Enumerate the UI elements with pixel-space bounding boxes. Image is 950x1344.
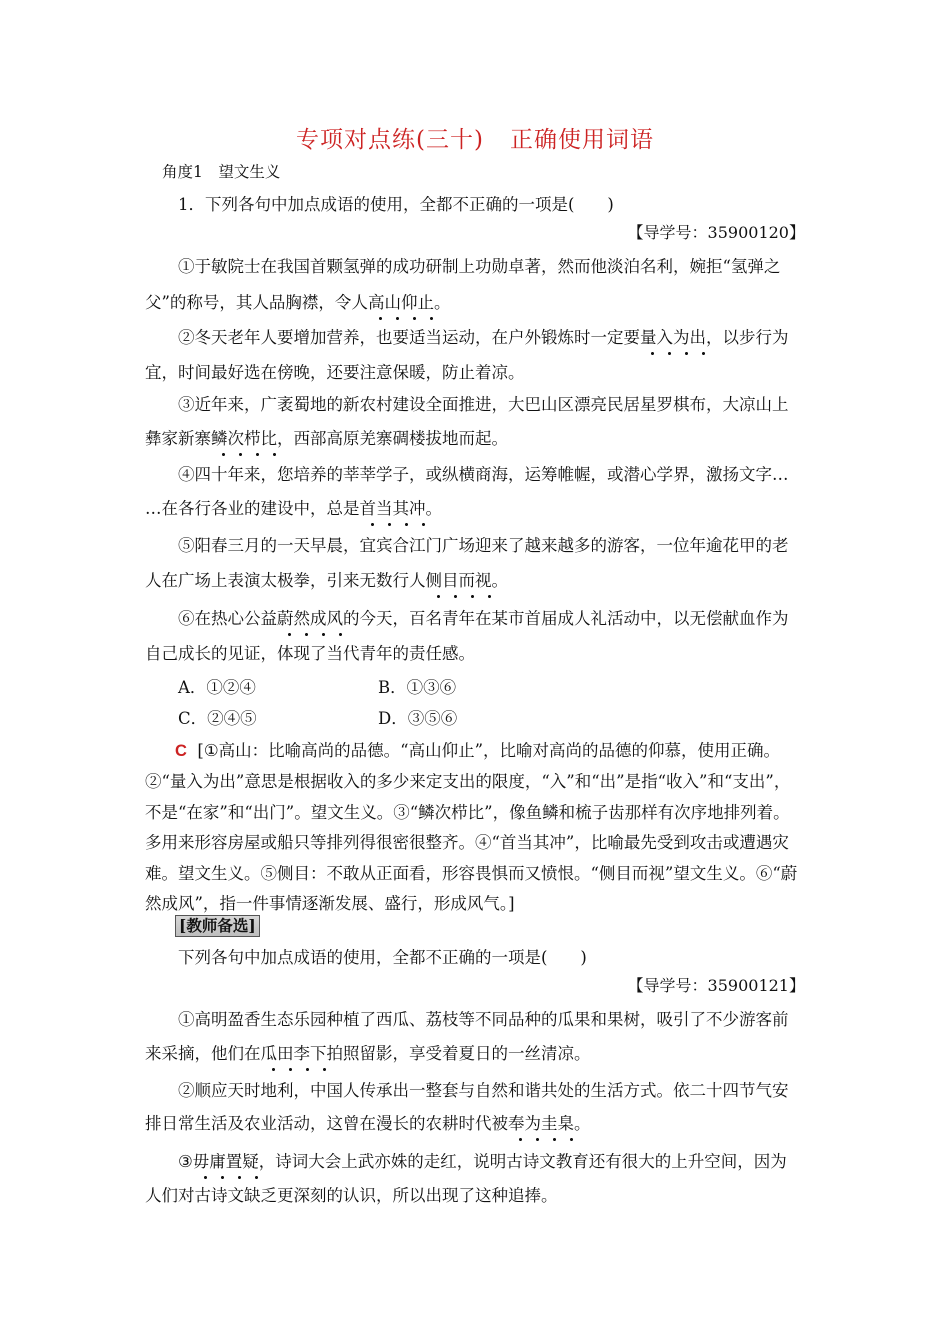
teacher-sentence-3-line-1: ③毋庸置疑，诗词大会上武亦姝的走红，说明古诗文教育还有很大的上升空间，因为 <box>178 1148 787 1172</box>
option-c: C．②④⑤ <box>178 709 257 728</box>
title-sub: 正确使用词语 <box>509 127 654 153</box>
dotted-idiom: 瓜田李下 <box>261 1040 327 1064</box>
sentence-3-line-1: ③近年来，广袤蜀地的新农村建设全面推进，大巴山区漂亮民居星罗棋布，大凉山上 <box>178 395 789 414</box>
teacher-sentence-3-line-2: 人们对古诗文缺乏更深刻的认识，所以出现了这种追捧。 <box>145 1186 558 1205</box>
sentence-5-line-2: 人在广场上表演太极拳，引来无数行人侧目而视。 <box>145 567 508 591</box>
dotted-idiom: 量入为出 <box>640 324 706 348</box>
answer-line-3: 不是“在家”和“出门”。望文生义。③“鳞次栉比”，像鱼鳞和梳子齿那样有次序地排列着。 <box>145 803 790 822</box>
teacher-selection-label: [教师备选] <box>175 915 260 937</box>
dotted-idiom: 奉为圭臬 <box>508 1110 574 1134</box>
option-a: A．①②④ <box>178 678 256 697</box>
sentence-1-line-1: ①于敏院士在我国首颗氢弹的成功研制上功勋卓著，然而他淡泊名利，婉拒“氢弹之 <box>178 257 781 276</box>
dotted-idiom: 侧目而视 <box>426 567 492 591</box>
question-stem: 1．下列各句中加点成语的使用，全都不正确的一项是( ) <box>178 195 614 214</box>
sentence-5-line-1: ⑤阳春三月的一天早晨，宜宾合江门广场迎来了越来越多的游客，一位年逾花甲的老 <box>178 536 789 555</box>
dotted-idiom: 鳞次栉比 <box>211 425 277 449</box>
teacher-guide-number: 【导学号：35900121】 <box>627 976 805 995</box>
sentence-1-line-2: 父”的称号，其人品胸襟，令人高山仰止。 <box>145 289 450 313</box>
teacher-sentence-1-line-1: ①高明盈香生态乐园种植了西瓜、荔枝等不同品种的瓜果和果树，吸引了不少游客前 <box>178 1010 789 1029</box>
sentence-3-line-2: 彝家新寨鳞次栉比，西部高原羌寨碉楼拔地而起。 <box>145 425 508 449</box>
answer-letter: C <box>175 742 187 760</box>
sentence-6-line-1: ⑥在热心公益蔚然成风的今天，百名青年在某市首届成人礼活动中，以无偿献血作为 <box>178 605 789 629</box>
teacher-sentence-2-line-2: 排日常生活及农业活动，这曾在漫长的农耕时代被奉为圭臬。 <box>145 1110 591 1134</box>
answer-line-6: 然成风”，指一件事情逐渐发展、盛行，形成风气。] <box>145 894 515 913</box>
teacher-sentence-1-line-2: 来采摘，他们在瓜田李下拍照留影，享受着夏日的一丝清凉。 <box>145 1040 591 1064</box>
guide-number: 【导学号：35900120】 <box>627 223 805 242</box>
sentence-2-line-1: ②冬天老年人要增加营养，也要适当运动，在户外锻炼时一定要量入为出，以步行为 <box>178 324 789 348</box>
sentence-6-line-2: 自己成长的见证，体现了当代青年的责任感。 <box>145 644 475 663</box>
dotted-idiom: 高山仰止 <box>368 289 434 313</box>
answer-line-1: C [①高山：比喻高尚的品德。“高山仰止”，比喻对高尚的品德的仰慕，使用正确。 <box>175 741 781 760</box>
dotted-idiom: 蔚然成风 <box>277 605 343 629</box>
teacher-sentence-2-line-1: ②顺应天时地利，中国人传承出一整套与自然和谐共处的生活方式。依二十四节气安 <box>178 1081 789 1100</box>
page-title <box>0 121 950 154</box>
answer-line-4: 多用来形容房屋或船只等排列得很密很整齐。④“首当其冲”，比喻最先受到攻击或遭遇灾 <box>145 833 789 852</box>
teacher-question-stem: 下列各句中加点成语的使用，全都不正确的一项是( ) <box>178 948 587 967</box>
title-main: 专项对点练(三十) <box>296 127 484 153</box>
sentence-4-line-1: ④四十年来，您培养的莘莘学子，或纵横商海，运筹帷幄，或潜心学界，激扬文字… <box>178 465 789 484</box>
option-b: B．①③⑥ <box>378 678 457 697</box>
sentence-4-line-2: …在各行各业的建设中，总是首当其冲。 <box>145 495 442 519</box>
dotted-idiom: 首当其冲 <box>360 495 426 519</box>
section-heading: 角度1 望文生义 <box>162 163 281 181</box>
answer-line-2: ②“量入为出”意思是根据收入的多少来定支出的限度，“入”和“出”是指“收入”和“支出”， <box>145 772 791 791</box>
dotted-idiom: 毋庸置疑 <box>193 1148 259 1172</box>
sentence-2-line-2: 宜，时间最好选在傍晚，还要注意保暖，防止着凉。 <box>145 363 525 382</box>
answer-line-5: 难。望文生义。⑤侧目：不敢从正面看，形容畏惧而又愤恨。“侧目而视”望文生义。⑥“蔚 <box>145 864 798 883</box>
option-d: D．③⑤⑥ <box>378 709 458 728</box>
